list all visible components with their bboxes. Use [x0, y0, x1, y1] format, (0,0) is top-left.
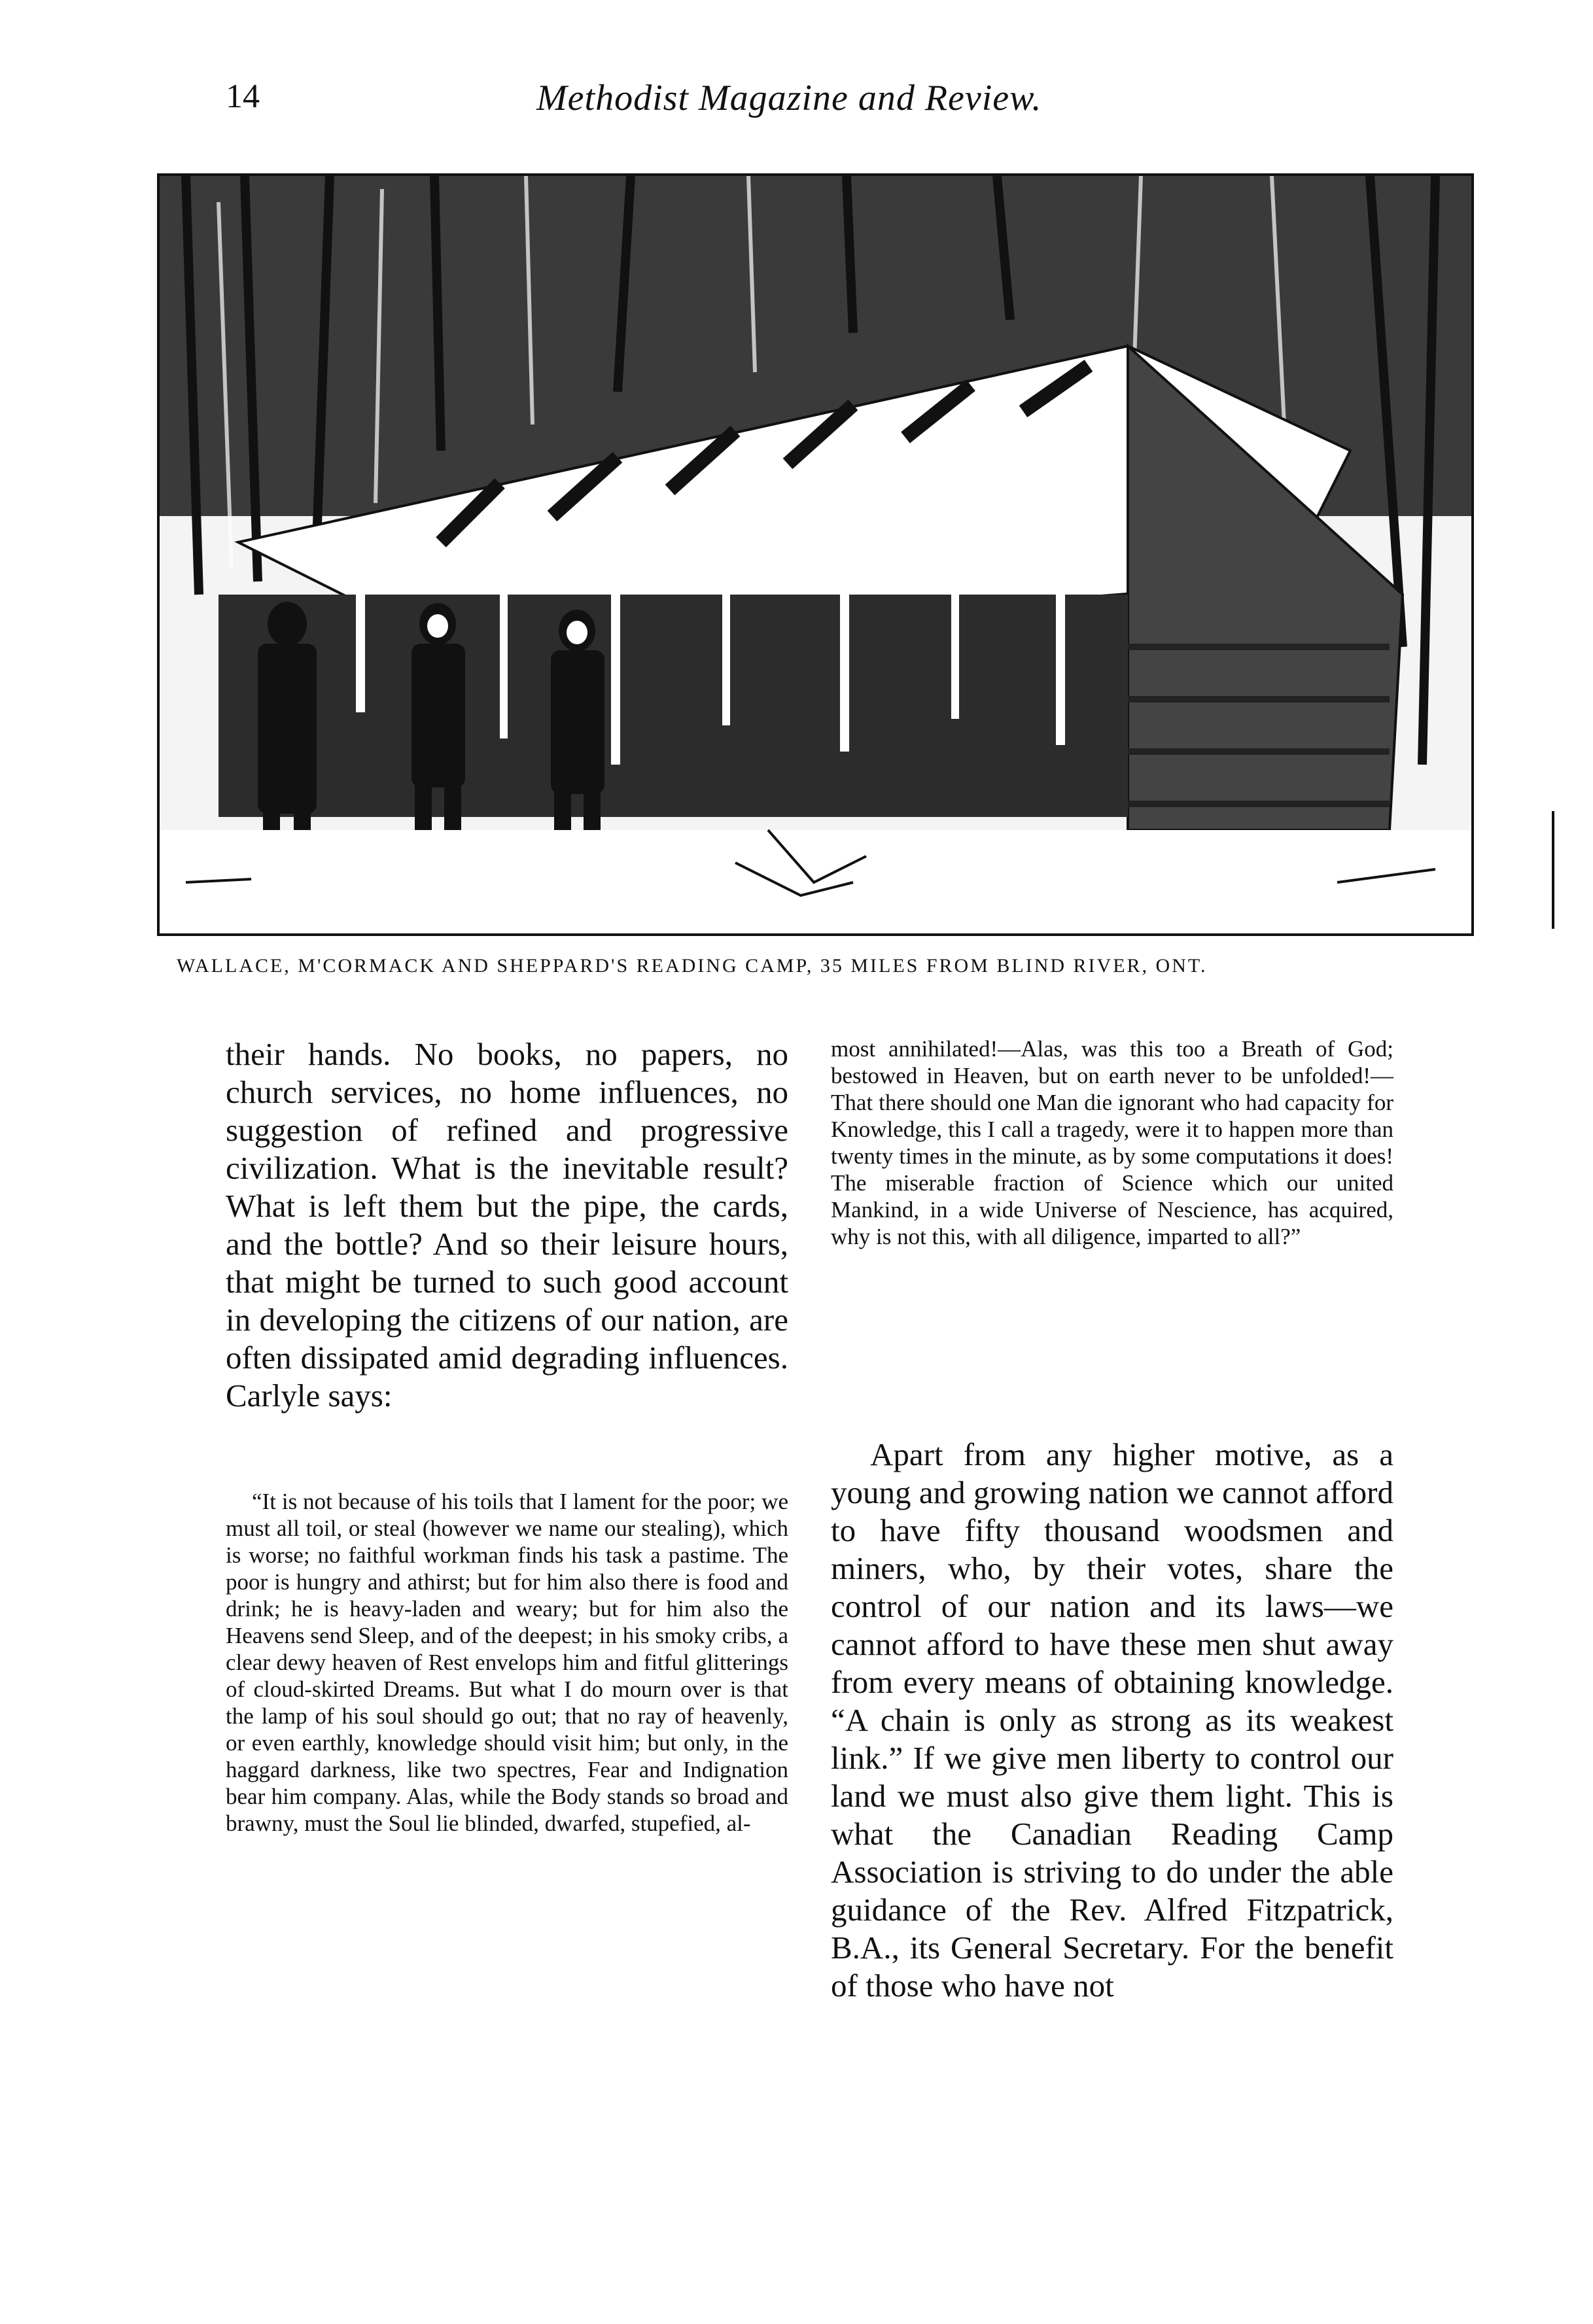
left-column-quote	[226, 1488, 788, 1837]
margin-rule	[1552, 811, 1554, 929]
figure-caption: WALLACE, M'CORMACK AND SHEPPARD'S READING CAMP, 35 MILES FROM BLIND RIVER, ONT.	[177, 955, 1208, 977]
left-paragraph: their hands. No books, no papers, no church services, no home influences, no suggestion of refined and progressive civilization. What is the inevitable result? What is left them but the pipe, the cards, and the bottle? And so their leisure hours, that might be turned to such good account in developing the citizens of our nation, are often dissipated amid degrading influences. Carlyle says:	[226, 1036, 788, 1413]
right-column-body	[831, 1436, 1393, 2005]
page-number: 14	[226, 78, 260, 115]
right-column-quote	[831, 1035, 1393, 1250]
right-paragraph: Apart from any higher motive, as a young and growing nation we cannot afford to have fifty thousand woodsmen and miners, who, by their votes, share the control of our nation and its laws—we cannot afford to have these men shut away from every means of obtaining knowledge. “A chain is only as strong as its weakest link.” If we give men liberty to control our land we must also give them light. This is what the Canadian Reading Camp Association is striving to do under the able guidance of the Rev. Alfred Fitzpatrick, B.A., its General Secretary. For the benefit of those who have not	[831, 1436, 1393, 2003]
running-title: Methodist Magazine and Review.	[536, 78, 1042, 118]
camp-photograph	[157, 173, 1474, 936]
carlyle-quote: “It is not because of his toils that I lament for the poor; we must all toil, or steal (however we name our stealing), which is worse; no faithful workman finds his task a pastime. The poor is hungry and athirst; but for him also there is food and drink; he is heavy-laden and weary; but for him also the Heavens send Sleep, and of the deepest; in his smoky cribs, a clear dewy heaven of Rest envelops him and fitful glitterings of cloud-skirted Dreams. But what I do mourn over is that the lamp of his soul should go out; that no ray of heavenly, or even earthly, knowledge should visit him; but only, in the haggard darkness, like two spectres, Fear and Indignation bear him company. Alas, while the Body stands so broad and brawny, must the Soul lie blinded, dwarfed, stupefied, al-	[226, 1489, 788, 1836]
camp-photograph-illustration	[160, 176, 1471, 933]
carlyle-quote-continued: most annihilated!—Alas, was this too a Breath of God; bestowed in Heaven, but on earth never to be unfolded!—That there should one Man die ignorant who had capacity for Knowledge, this I call a tragedy, were it to happen more than twenty times in the minute, as by some computations it does! The miserable fraction of Science which our united Mankind, in a wide Universe of Nescience, has acquired, why is not this, with all diligence, imparted to all?”	[831, 1036, 1393, 1249]
left-column-body	[226, 1035, 788, 1415]
